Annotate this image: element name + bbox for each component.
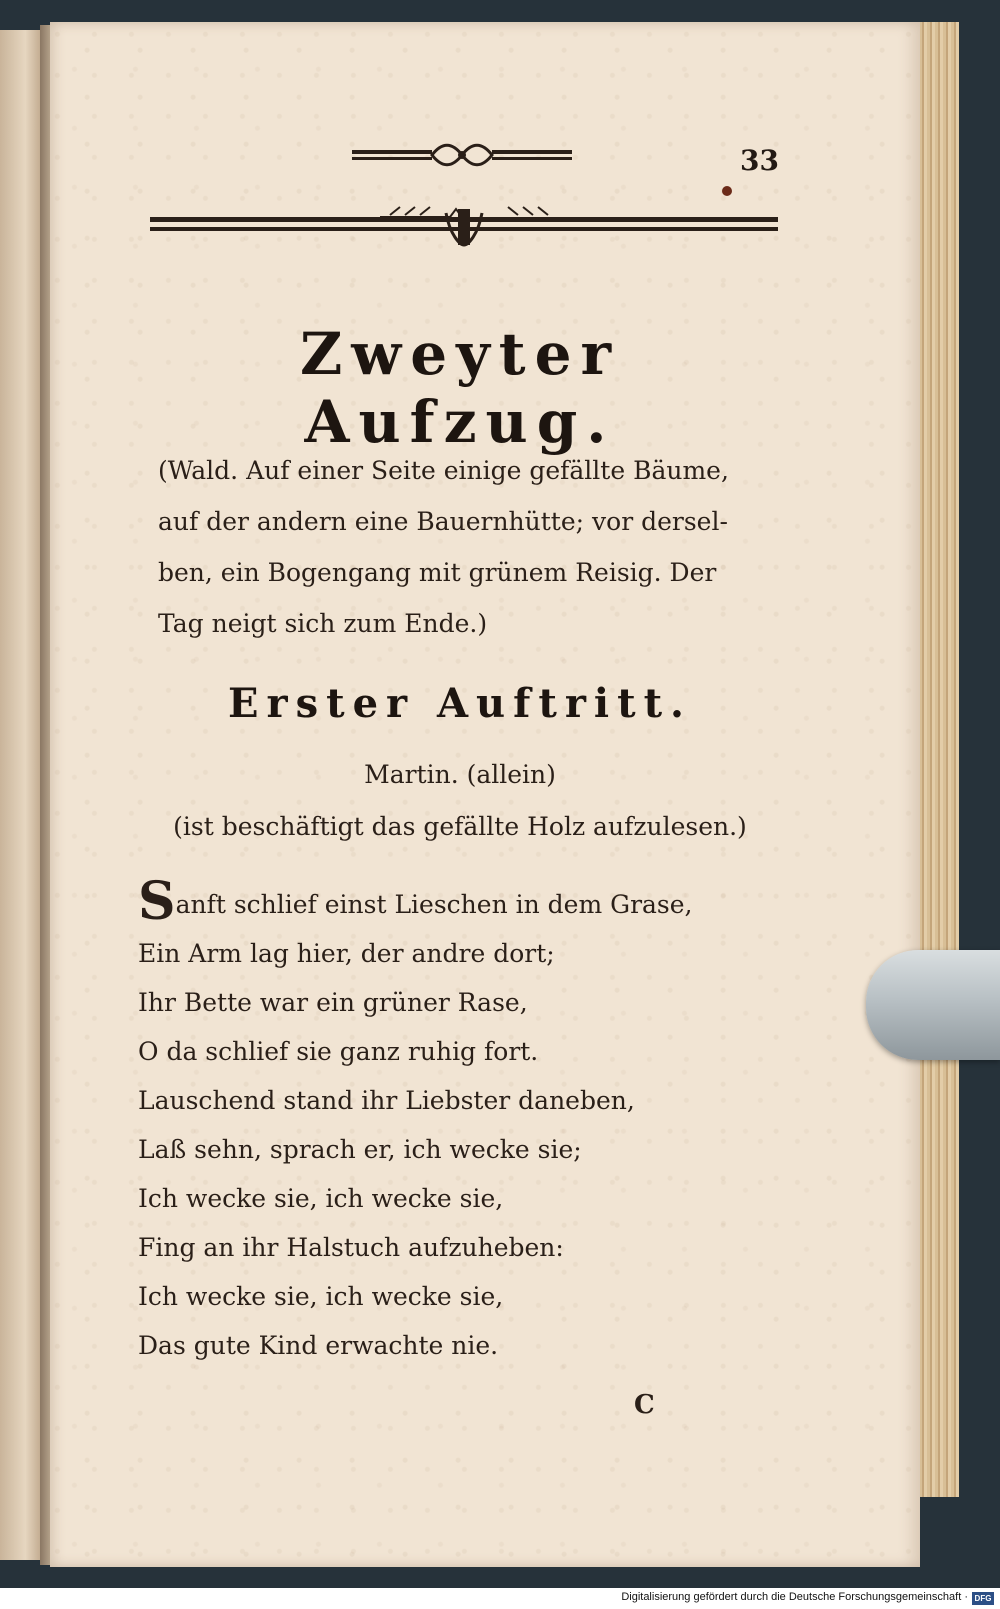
song-verse — [138, 871, 778, 1370]
stage-direction-line: auf der andern eine Bauernhütte; vor dersel- — [158, 507, 728, 536]
verse-line: Ich wecke sie, ich wecke sie, — [138, 1282, 504, 1311]
verse-line: Ihr Bette war ein grüner Rase, — [138, 988, 528, 1017]
verse-line: Laß sehn, sprach er, ich wecke sie; — [138, 1135, 582, 1164]
verse-line: Lauschend stand ihr Liebster daneben, — [138, 1086, 635, 1115]
scene-title: Erster Auftritt. — [228, 680, 692, 727]
stage-direction — [158, 445, 798, 649]
verse-line: O da schlief sie ganz ruhig fort. — [138, 1037, 539, 1066]
ornament-small — [352, 138, 572, 172]
verse-line — [138, 871, 778, 932]
act-title: Zweyter Aufzug. — [299, 320, 621, 456]
stage-direction-line: Tag neigt sich zum Ende.) — [158, 609, 488, 638]
verse-line: Ein Arm lag hier, der andre dort; — [138, 939, 555, 968]
verse-line: Das gute Kind erwachte nie. — [138, 1331, 499, 1360]
stage-direction-line: (Wald. Auf einer Seite einige gefällte Bäume, — [158, 456, 729, 485]
footer-credit: Digitalisierung gefördert durch die Deutsche Forschungsgemeinschaft · — [621, 1591, 968, 1603]
verse-line: Fing an ihr Halstuch aufzuheben: — [138, 1233, 564, 1262]
ornament-large — [150, 205, 778, 249]
catchword: C — [634, 1390, 655, 1420]
page-number: 33 — [740, 144, 779, 177]
verse-line-text: anft schlief einst Lieschen in dem Grase, — [175, 890, 693, 919]
character-name: Martin. (allein) — [364, 760, 556, 789]
dfg-logo-icon: DFG — [972, 1592, 994, 1605]
ink-spot — [722, 186, 732, 196]
verse-line: Ich wecke sie, ich wecke sie, — [138, 1184, 504, 1213]
stage-direction-line: ben, ein Bogengang mit grünem Reisig. Der — [158, 558, 717, 587]
stage-action: (ist beschäftigt das gefällte Holz aufzulesen.) — [173, 812, 747, 841]
page-clip-marker — [866, 950, 1000, 1060]
page-fore-edge — [918, 22, 959, 1497]
drop-initial: S — [138, 871, 176, 932]
